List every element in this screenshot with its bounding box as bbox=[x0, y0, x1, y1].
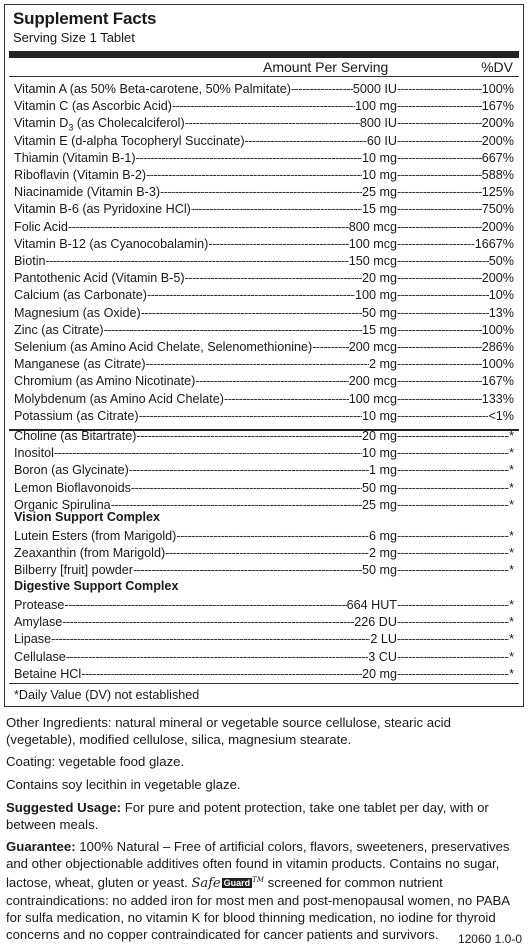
guarantee-text-2: screened for common nutrient contraindications: no added iron for most men and post-menopausal women, no PABA for sulfa medication, no vitamin K for blood thinning medication, no iodine for thyroid concerns and no copper contraindicated for cancer patients and survivors. bbox=[6, 875, 510, 942]
nutrient-name: Pantothenic Acid (Vitamin B-5) bbox=[14, 271, 185, 286]
nutrient-name: Vitamin B-6 (as Pyridoxine HCl) bbox=[14, 202, 191, 217]
nutrient-dv: 1667% bbox=[474, 236, 514, 251]
nutrient-row bbox=[14, 391, 514, 407]
nutrient-row bbox=[14, 339, 514, 355]
nutrient-amount: 5000 IU bbox=[352, 82, 397, 96]
dot-leader bbox=[133, 562, 362, 578]
nutrient-amount: 2 mg bbox=[369, 546, 397, 561]
nutrient-row bbox=[14, 562, 514, 578]
nutrient-amount: 10 mg bbox=[361, 168, 397, 182]
vision-heading: Vision Support Complex bbox=[14, 510, 161, 524]
nutrient-dv: 167% bbox=[481, 99, 514, 114]
nutrient-amount: 800 mcg bbox=[348, 219, 397, 234]
nutrient-name: Selenium (as Amino Acid Chelate, Selenomethionine) bbox=[14, 340, 313, 354]
lecithin-note: Contains soy lecithin in vegetable glaze. bbox=[6, 777, 241, 792]
dot-leader bbox=[146, 167, 362, 183]
dot-leader bbox=[397, 133, 482, 149]
dot-leader bbox=[397, 236, 475, 252]
nutrient-dv: 200% bbox=[481, 116, 514, 131]
dot-leader bbox=[397, 270, 482, 286]
nutrient-dv: 750% bbox=[481, 202, 514, 217]
supplement-facts-panel bbox=[4, 4, 524, 707]
logo-trademark: TM bbox=[252, 876, 264, 884]
nutrient-amount: 100 mg bbox=[354, 99, 397, 114]
nutrient-name: Biotin bbox=[14, 254, 46, 268]
nutrient-row bbox=[14, 287, 514, 303]
nutrient-row bbox=[14, 322, 514, 338]
nutrient-name: Zinc (as Citrate) bbox=[14, 322, 104, 337]
nutrient-amount: 100 mcg bbox=[348, 391, 397, 406]
nutrient-name: Magnesium (as Oxide) bbox=[14, 305, 141, 320]
dot-leader bbox=[397, 98, 482, 114]
dot-leader bbox=[397, 81, 482, 97]
dot-leader bbox=[291, 81, 353, 97]
nutrient-name: Choline (as Bitartrate) bbox=[14, 429, 137, 443]
nutrient-amount: 3 CU bbox=[368, 649, 397, 664]
suggested-usage bbox=[6, 799, 524, 833]
nutrient-row bbox=[14, 184, 514, 200]
nutrient-row bbox=[14, 649, 514, 665]
dot-leader bbox=[397, 545, 509, 561]
dot-leader bbox=[397, 339, 482, 355]
dot-leader bbox=[397, 497, 509, 513]
nutrient-dv: 100% bbox=[481, 322, 514, 337]
dot-leader bbox=[397, 445, 509, 461]
nutrient-name: Molybdenum (as Amino Acid Chelate) bbox=[14, 391, 224, 406]
dot-leader bbox=[397, 480, 509, 496]
nutrient-name: Vitamin C (as Ascorbic Acid) bbox=[14, 99, 172, 114]
nutrient-name: Potassium (as Citrate) bbox=[14, 408, 139, 423]
nutrient-amount: 20 mg bbox=[361, 429, 397, 443]
dot-leader bbox=[176, 528, 369, 544]
nutrient-row bbox=[14, 428, 514, 444]
nutrient-amount: 1 mg bbox=[369, 463, 397, 478]
nutrient-row bbox=[14, 614, 514, 630]
dot-leader bbox=[64, 597, 346, 613]
nutrient-name: Folic Acid bbox=[14, 219, 68, 234]
nutrient-name: Zeaxanthin (from Marigold) bbox=[14, 546, 166, 561]
nutrient-row bbox=[14, 462, 514, 478]
nutrient-row bbox=[14, 356, 514, 372]
nutrient-row bbox=[14, 305, 514, 321]
nutrient-name: Thiamin (Vitamin B-1) bbox=[14, 150, 136, 165]
nutrient-amount: 800 IU bbox=[359, 116, 397, 131]
serving-size: Serving Size 1 Tablet bbox=[13, 30, 135, 45]
dot-leader bbox=[397, 631, 509, 647]
dot-leader bbox=[397, 150, 482, 166]
nutrient-name: Protease bbox=[14, 598, 65, 612]
nutrient-name: Bilberry [fruit] powder bbox=[14, 563, 133, 578]
dot-leader bbox=[66, 649, 368, 665]
dot-leader bbox=[397, 373, 482, 389]
dot-leader bbox=[397, 356, 482, 372]
nutrient-amount: 2 mg bbox=[369, 357, 397, 372]
dot-leader bbox=[397, 115, 482, 131]
dot-leader bbox=[397, 562, 509, 578]
nutrient-amount: 25 mg bbox=[361, 497, 397, 512]
nutrient-name: Cellulase bbox=[14, 649, 66, 664]
dot-leader bbox=[397, 428, 509, 444]
dot-leader bbox=[185, 270, 362, 286]
nutrient-amount: 50 mg bbox=[361, 563, 397, 578]
dot-leader bbox=[146, 356, 369, 372]
footer-divider bbox=[9, 683, 519, 684]
dot-leader bbox=[397, 253, 489, 269]
nutrient-name: Manganese (as Citrate) bbox=[14, 357, 146, 372]
nutrient-row bbox=[14, 167, 514, 183]
nutrient-dv: * bbox=[509, 563, 514, 578]
nutrient-dv: * bbox=[509, 497, 514, 512]
dot-leader bbox=[397, 167, 482, 183]
dot-leader bbox=[397, 184, 482, 200]
nutrient-row bbox=[14, 253, 514, 269]
nutrient-name: Lemon Bioflavonoids bbox=[14, 480, 131, 495]
nutrient-amount: 2 LU bbox=[370, 632, 397, 647]
dot-leader bbox=[104, 322, 362, 338]
nutrient-amount: 25 mg bbox=[361, 185, 397, 200]
dot-leader bbox=[397, 528, 509, 544]
dot-leader bbox=[397, 322, 482, 338]
dot-leader bbox=[397, 649, 509, 665]
nutrient-name: Vitamin A (as 50% Beta-carotene, 50% Palmitate) bbox=[14, 82, 291, 96]
dot-leader bbox=[81, 666, 362, 682]
nutrient-amount: 200 mcg bbox=[348, 340, 397, 354]
nutrient-row bbox=[14, 81, 514, 97]
nutrient-row bbox=[14, 98, 514, 114]
nutrient-amount: 150 mcg bbox=[348, 254, 397, 268]
nutrient-dv: 286% bbox=[481, 340, 514, 354]
dot-leader bbox=[397, 597, 509, 613]
nutrient-amount: 100 mg bbox=[354, 288, 397, 303]
nutrient-dv: 100% bbox=[481, 357, 514, 372]
dot-leader bbox=[397, 305, 489, 321]
nutrient-dv: 200% bbox=[481, 133, 514, 148]
nutrient-row bbox=[14, 219, 514, 235]
dot-leader bbox=[68, 219, 349, 235]
nutrient-name: Lipase bbox=[14, 632, 52, 647]
nutrient-row bbox=[14, 201, 514, 217]
dot-leader bbox=[136, 150, 362, 166]
nutrient-row bbox=[14, 150, 514, 166]
nutrient-name: Inositol bbox=[14, 446, 54, 461]
nutrient-amount: 60 IU bbox=[366, 133, 397, 148]
nutrient-row bbox=[14, 236, 514, 252]
nutrient-name: Niacinamide (Vitamin B-3) bbox=[14, 185, 161, 200]
nutrient-amount: 100 mcg bbox=[348, 236, 397, 251]
dot-leader bbox=[131, 480, 362, 496]
nutrient-dv: 200% bbox=[481, 271, 514, 286]
dot-leader bbox=[51, 631, 370, 647]
dot-leader bbox=[224, 391, 349, 407]
nutrient-dv: 10% bbox=[488, 288, 514, 303]
nutrient-name: Riboflavin (Vitamin B-2) bbox=[14, 168, 147, 182]
dot-leader bbox=[62, 614, 354, 630]
nutrient-name: Betaine HCl bbox=[14, 666, 82, 681]
nutrient-dv: 133% bbox=[481, 391, 514, 406]
column-header-dv: %DV bbox=[481, 59, 513, 75]
nutrient-row bbox=[14, 408, 514, 424]
nutrient-name: Amylase bbox=[14, 615, 63, 630]
nutrient-amount: 50 mg bbox=[361, 305, 397, 320]
nutrient-dv: 50% bbox=[488, 254, 514, 268]
nutrient-name: Chromium (as Amino Nicotinate) bbox=[14, 374, 196, 389]
dot-leader bbox=[137, 428, 362, 444]
guarantee-text-1: 100% Natural – Free of artificial colors, flavors, sweeteners, preservatives and other objectionable additives often found in vitamin products. Contains no sugar, lactose, wheat, gluten or yeast. bbox=[6, 839, 510, 890]
nutrient-row bbox=[14, 480, 514, 496]
dot-leader bbox=[46, 253, 349, 269]
dot-leader bbox=[312, 339, 348, 355]
panel-title: Supplement Facts bbox=[13, 9, 157, 28]
nutrient-name: Organic Spirulina bbox=[14, 497, 111, 512]
nutrient-dv: 167% bbox=[481, 374, 514, 389]
nutrient-dv: * bbox=[509, 446, 514, 461]
guarantee-label: Guarantee: bbox=[6, 839, 76, 854]
dot-leader bbox=[245, 133, 367, 149]
column-header-amount: Amount Per Serving bbox=[263, 59, 389, 75]
nutrient-name: Vitamin B-12 (as Cyanocobalamin) bbox=[14, 236, 209, 251]
nutrient-name: Boron (as Glycinate) bbox=[14, 463, 129, 478]
nutrient-dv: 13% bbox=[488, 305, 514, 320]
nutrient-dv: * bbox=[509, 463, 514, 478]
header-divider bbox=[9, 76, 519, 77]
dot-leader bbox=[54, 445, 362, 461]
dot-leader bbox=[397, 614, 509, 630]
usage-text: For pure and potent protection, take one tablet per day, with or between meals. bbox=[6, 800, 489, 832]
dot-leader bbox=[208, 236, 348, 252]
thick-divider bbox=[9, 51, 519, 58]
nutrient-name: Vitamin E (d-alpha Tocopheryl Succinate) bbox=[14, 133, 245, 148]
nutrient-amount: 10 mg bbox=[361, 446, 397, 461]
nutrient-amount: 20 mg bbox=[361, 666, 397, 681]
nutrient-row bbox=[14, 115, 514, 131]
dot-leader bbox=[160, 184, 362, 200]
other-ingredients: Other Ingredients: natural mineral or vegetable source cellulose, stearic acid (vegetable), modified cellulose, silica, magnesium stearate. bbox=[6, 715, 451, 747]
nutrient-row bbox=[14, 133, 514, 149]
nutrient-amount: 15 mg bbox=[361, 202, 397, 217]
dot-leader bbox=[397, 462, 509, 478]
nutrient-amount: 10 mg bbox=[361, 150, 397, 165]
nutrient-dv: * bbox=[509, 632, 514, 647]
nutrient-dv: * bbox=[509, 666, 514, 681]
nutrient-dv: * bbox=[509, 480, 514, 495]
logo-box: Guard bbox=[223, 878, 251, 888]
dot-leader bbox=[139, 408, 362, 424]
dot-leader bbox=[397, 666, 509, 682]
dot-leader bbox=[397, 391, 482, 407]
nutrient-amount: 664 HUT bbox=[346, 598, 397, 612]
nutrient-amount: 200 mcg bbox=[348, 374, 397, 389]
nutrient-dv: <1% bbox=[488, 408, 514, 423]
dot-leader bbox=[397, 219, 482, 235]
nutrient-dv: * bbox=[509, 615, 514, 630]
dot-leader bbox=[397, 408, 488, 424]
nutrient-amount: 10 mg bbox=[361, 408, 397, 423]
nutrient-dv: * bbox=[509, 649, 514, 664]
usage-label: Suggested Usage: bbox=[6, 800, 122, 815]
nutrient-name: Vitamin $D_3$ (as Cholecalciferol) bbox=[14, 116, 185, 132]
dot-leader bbox=[195, 373, 348, 389]
nutrient-name: Lutein Esters (from Marigold) bbox=[14, 529, 177, 543]
dot-leader bbox=[397, 287, 489, 303]
dot-leader bbox=[165, 545, 369, 561]
nutrient-row bbox=[14, 270, 514, 286]
logo-script: Safe bbox=[191, 876, 221, 891]
nutrient-dv: 667% bbox=[481, 150, 514, 165]
dot-leader bbox=[191, 201, 362, 217]
nutrient-row bbox=[14, 445, 514, 461]
nutrient-dv: 200% bbox=[481, 219, 514, 234]
digestive-heading: Digestive Support Complex bbox=[14, 579, 179, 593]
nutrient-row bbox=[14, 631, 514, 647]
guarantee bbox=[6, 838, 524, 943]
nutrient-amount: 226 DU bbox=[354, 615, 397, 630]
nutrient-name: Calcium (as Carbonate) bbox=[14, 288, 147, 303]
nutrient-dv: * bbox=[509, 429, 514, 443]
nutrient-dv: * bbox=[509, 546, 514, 561]
nutrient-row bbox=[14, 597, 514, 613]
nutrient-dv: * bbox=[509, 529, 514, 543]
nutrient-dv: 100% bbox=[481, 82, 514, 96]
safeguard-logo bbox=[191, 872, 264, 892]
nutrient-amount: 50 mg bbox=[361, 480, 397, 495]
nutrient-dv: 125% bbox=[481, 185, 514, 200]
product-code: 12060 1.0-0 bbox=[457, 932, 522, 946]
nutrient-amount: 20 mg bbox=[361, 271, 397, 286]
dot-leader bbox=[129, 462, 369, 478]
nutrient-row bbox=[14, 545, 514, 561]
nutrient-row bbox=[14, 528, 514, 544]
nutrient-dv: 588% bbox=[481, 168, 514, 182]
dot-leader bbox=[147, 287, 355, 303]
dot-leader bbox=[141, 305, 362, 321]
nutrient-row bbox=[14, 373, 514, 389]
coating: Coating: vegetable food glaze. bbox=[6, 754, 185, 769]
footnote: *Daily Value (DV) not established bbox=[14, 688, 200, 702]
nutrient-row bbox=[14, 666, 514, 682]
dot-leader bbox=[397, 201, 482, 217]
dot-leader bbox=[172, 98, 355, 114]
dot-leader bbox=[185, 115, 360, 131]
nutrient-amount: 15 mg bbox=[361, 322, 397, 337]
nutrient-amount: 6 mg bbox=[369, 529, 397, 543]
nutrient-dv: * bbox=[509, 598, 514, 612]
